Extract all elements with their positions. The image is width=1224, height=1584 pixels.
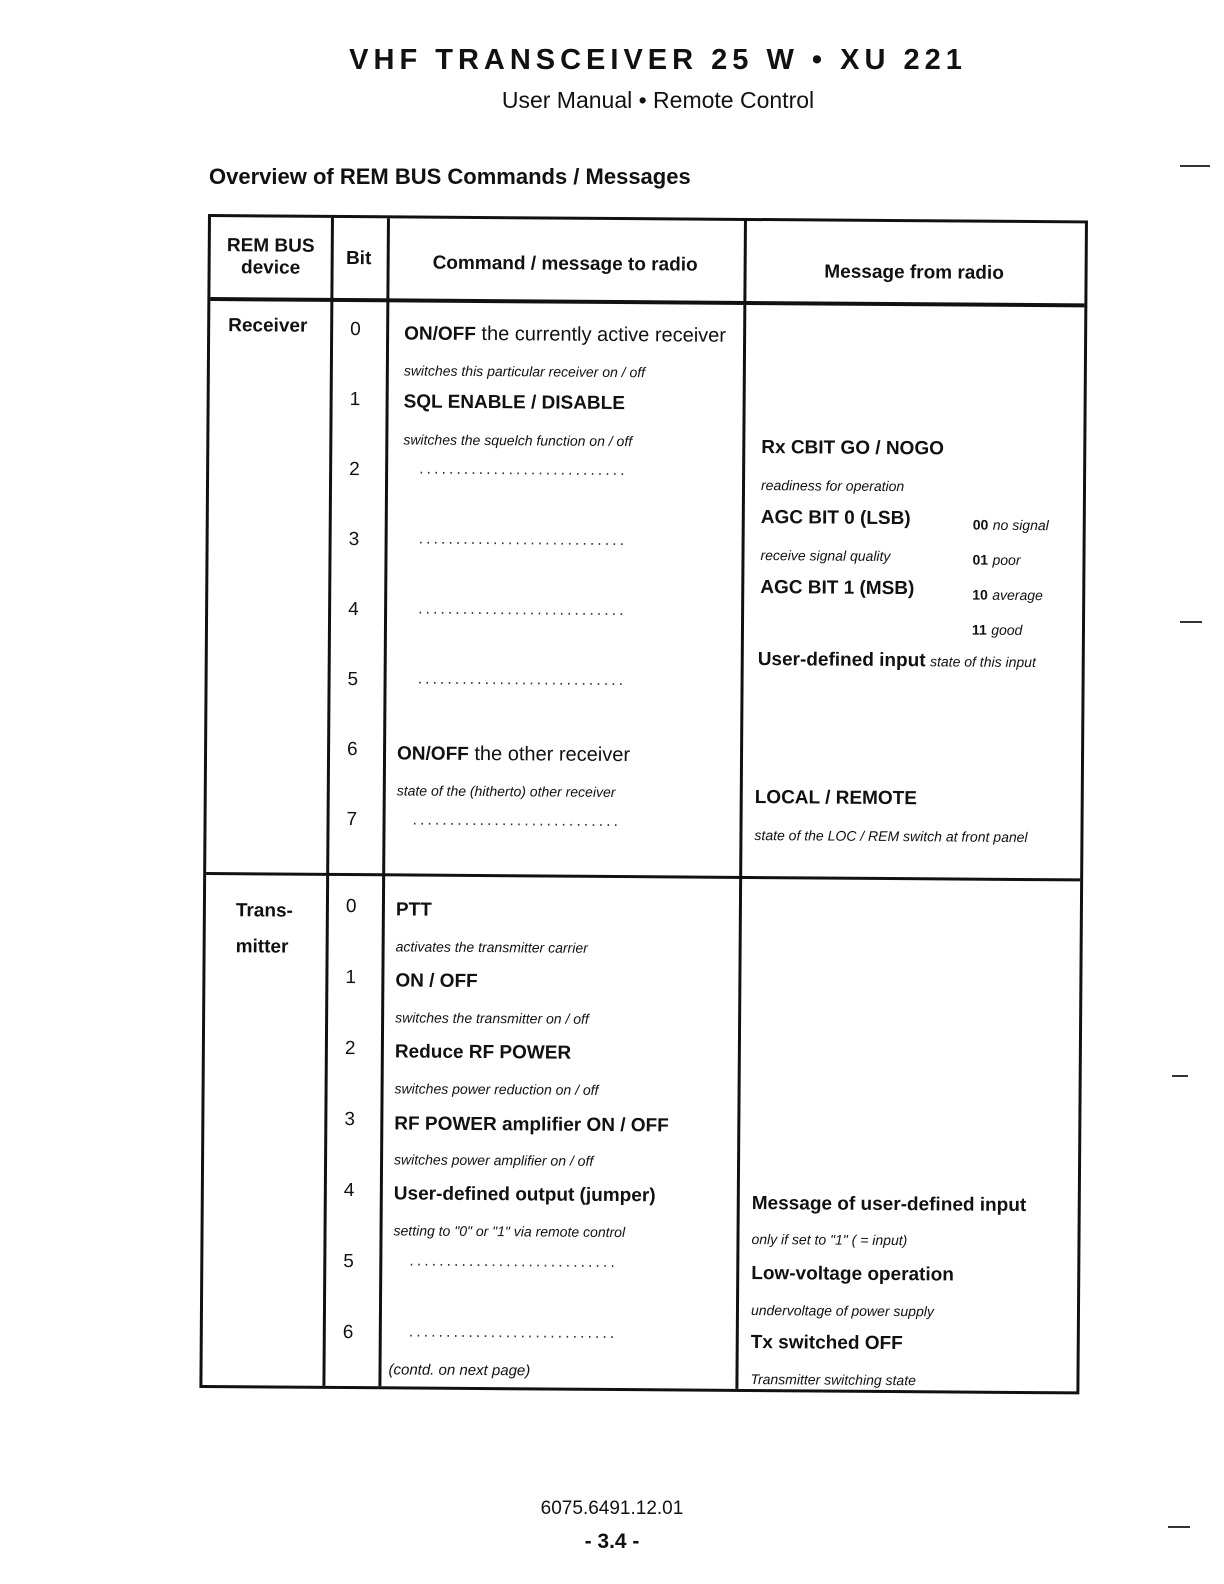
rem-bus-table [199,214,1088,1394]
bit-number: 2 [344,1038,356,1060]
bit-number: 0 [345,896,357,918]
message-rx-user-input: User-defined input state of this input [757,649,1036,672]
command-tx-bit3-desc: switches power amplifier on / off [394,1151,594,1169]
placeholder-dots: ............................ [412,811,622,831]
placeholder-dots: ............................ [409,1252,618,1272]
bit-number: 4 [343,1180,355,1202]
margin-mark [1168,1526,1190,1528]
message-rx-agc0: AGC BIT 0 (LSB) [760,507,911,530]
agc-code-row: 00 no signal [972,516,1049,534]
command-tx-bit2-desc: switches power reduction on / off [394,1080,599,1098]
margin-mark [1172,1075,1188,1077]
document-subtitle: User Manual • Remote Control [501,87,815,113]
bit-number: 6 [347,739,358,761]
device-receiver: Receiver [228,315,308,337]
column-divider-2 [378,218,390,1386]
agc-code-row: 11 good [971,621,1023,638]
message-tx-low-voltage-desc: undervoltage of power supply [750,1302,934,1320]
bit-number: 6 [342,1322,354,1344]
bit-number: 1 [349,389,361,411]
message-rx-cbit-desc: readiness for operation [760,477,905,495]
bit-number: 1 [345,967,357,989]
command-tx-bit2: Reduce RF POWER [394,1041,572,1064]
command-rx-bit1: SQL ENABLE / DISABLE [403,391,626,415]
bit-number: 7 [346,809,358,831]
column-divider-3 [735,221,747,1389]
message-rx-local-remote-desc: state of the LOC / REM switch at front panel [754,827,1028,846]
message-rx-cbit: Rx CBIT GO / NOGO [761,437,944,460]
command-rx-bit6-desc: state of the (hitherto) other receiver [396,782,616,801]
bit-number: 5 [343,1251,354,1273]
section-title: Overview of REM BUS Commands / Messages [209,164,691,189]
bit-number: 4 [348,599,359,621]
message-tx-user-input-desc: only if set to "1" ( = input) [751,1231,908,1249]
placeholder-dots: ............................ [408,1323,618,1343]
column-divider-1 [322,218,334,1386]
bit-number: 3 [348,529,360,551]
agc-code-row: 01 poor [972,551,1021,568]
bit-number: 2 [349,459,360,481]
header-device: REM BUS device [226,235,315,279]
page-number: - 3.4 - [584,1530,640,1553]
margin-mark [1180,621,1202,623]
header-message: Message from radio [824,261,1004,284]
bit-number: 3 [344,1109,356,1131]
command-tx-bit0-desc: activates the transmitter carrier [395,938,588,956]
placeholder-dots: ............................ [419,460,628,480]
header-divider [210,297,1084,307]
message-rx-agc0-desc: receive signal quality [760,547,891,565]
command-rx-bit1-desc: switches the squelch function on / off [403,431,633,450]
continued-note: (contd. on next page) [388,1361,531,1380]
message-rx-agc1: AGC BIT 1 (MSB) [760,577,915,600]
message-tx-user-input: Message of user-defined input [751,1193,1027,1217]
message-tx-switched-off: Tx switched OFF [750,1332,903,1355]
message-rx-local-remote: LOCAL / REMOTE [754,787,918,810]
command-tx-bit0: PTT [395,899,432,921]
bit-number: 0 [350,319,361,341]
placeholder-dots: ............................ [418,600,627,620]
placeholder-dots: ............................ [418,530,628,550]
device-transmitter: Trans- mitter [235,900,294,958]
command-rx-bit0: ON/OFF the currently active receiver [404,322,727,347]
header-bit: Bit [345,248,372,270]
header-command: Command / message to radio [432,252,698,276]
document-number: 6075.6491.12.01 [540,1498,684,1519]
section-divider [206,872,1080,881]
command-tx-bit4-desc: setting to "0" or "1" via remote control [393,1222,626,1241]
message-tx-switched-off-desc: Transmitter switching state [750,1371,916,1389]
bit-number: 5 [347,669,359,691]
document-title: VHF TRANSCEIVER 25 W • XU 221 [349,44,967,76]
command-tx-bit1: ON / OFF [395,970,478,992]
agc-code-row: 10 average [972,586,1043,604]
command-tx-bit4: User-defined output (jumper) [393,1183,656,1207]
command-tx-bit1-desc: switches the transmitter on / off [395,1009,589,1027]
command-tx-bit3: RF POWER amplifier ON / OFF [394,1113,669,1137]
margin-mark [1180,165,1210,167]
command-rx-bit6: ON/OFF the other receiver [396,742,631,767]
placeholder-dots: ............................ [417,670,627,690]
command-rx-bit0-desc: switches this particular receiver on / off [403,362,646,381]
message-tx-low-voltage: Low-voltage operation [751,1263,955,1286]
